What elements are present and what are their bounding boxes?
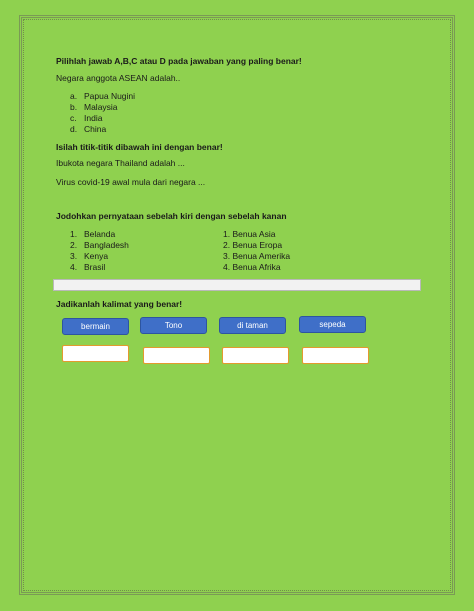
- fill-instruction: Isilah titik-titik dibawah ini dengan benar!: [56, 142, 223, 152]
- word-button-tono[interactable]: Tono: [140, 317, 207, 334]
- answer-drop-box-2[interactable]: [143, 347, 210, 364]
- match-right-item[interactable]: 4. Benua Afrika: [223, 262, 281, 272]
- match-left-number: 1.: [70, 229, 78, 239]
- answer-drop-box-1[interactable]: [62, 345, 129, 362]
- answer-drop-box-4[interactable]: [302, 347, 369, 364]
- option-letter: a.: [70, 91, 78, 101]
- match-left-item[interactable]: [70, 229, 115, 239]
- fill-question-2: Virus covid-19 awal mula dari negara ...: [56, 177, 206, 187]
- match-left-number: 4.: [70, 262, 78, 272]
- option-letter: d.: [70, 124, 78, 134]
- match-left-text: Kenya: [84, 251, 109, 261]
- mcq-option-a[interactable]: [70, 91, 136, 101]
- match-left-number: 3.: [70, 251, 78, 261]
- word-button-bermain[interactable]: bermain: [62, 318, 129, 335]
- word-button-sepeda[interactable]: sepeda: [299, 316, 366, 333]
- mcq-question: Negara anggota ASEAN adalah..: [56, 73, 181, 83]
- match-left-text: Belanda: [84, 229, 116, 239]
- match-left-number: 2.: [70, 240, 78, 250]
- option-text: India: [84, 113, 103, 123]
- option-letter: b.: [70, 102, 78, 112]
- fill-question-1: Ibukota negara Thailand adalah ...: [56, 158, 185, 168]
- match-left-text: Brasil: [84, 262, 106, 272]
- matching-canvas-bar[interactable]: [53, 279, 421, 291]
- option-letter: c.: [70, 113, 77, 123]
- match-left-item[interactable]: [70, 240, 129, 250]
- sentence-instruction: Jadikanlah kalimat yang benar!: [56, 299, 183, 309]
- match-right-item[interactable]: 2. Benua Eropa: [223, 240, 283, 250]
- option-text: Papua Nugini: [84, 91, 136, 101]
- mcq-option-b[interactable]: [70, 102, 118, 112]
- word-button-di-taman[interactable]: di taman: [219, 317, 286, 334]
- match-left-text: Bangladesh: [84, 240, 129, 250]
- match-left-item[interactable]: [70, 251, 108, 261]
- answer-drop-box-3[interactable]: [222, 347, 289, 364]
- match-instruction: Jodohkan pernyataan sebelah kiri dengan sebelah kanan: [56, 211, 287, 221]
- mcq-option-d[interactable]: [70, 124, 107, 134]
- option-text: China: [84, 124, 107, 134]
- mcq-instruction: Pilihlah jawab A,B,C atau D pada jawaban yang paling benar!: [56, 56, 302, 66]
- match-right-item[interactable]: 3. Benua Amerika: [223, 251, 291, 261]
- match-right-item[interactable]: 1. Benua Asia: [223, 229, 276, 239]
- mcq-option-c[interactable]: [70, 113, 103, 123]
- match-left-item[interactable]: [70, 262, 105, 272]
- option-text: Malaysia: [84, 102, 118, 112]
